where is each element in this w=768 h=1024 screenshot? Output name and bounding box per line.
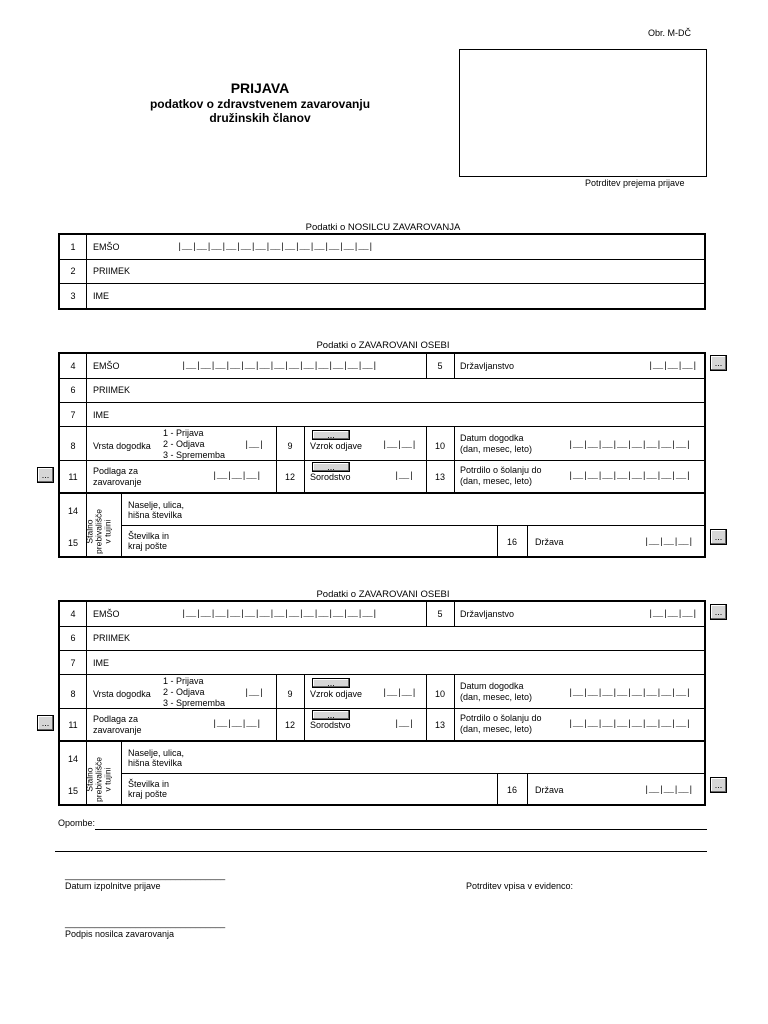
event-option-3: 3 - Sprememba (163, 450, 226, 460)
holder-section-title: Podatki o NOSILCU ZAVAROVANJA (305, 222, 461, 233)
row-number: 2 (70, 266, 76, 276)
country-input[interactable]: |__|__|__| (644, 537, 694, 547)
vertical-label-line: Stalno (84, 767, 95, 792)
post-label-2: kraj pošte (128, 789, 168, 799)
insurance-basis-input[interactable]: |__|__|__| (212, 719, 262, 729)
insurance-basis-label: Podlaga za (93, 466, 139, 476)
row-number: 10 (434, 441, 445, 451)
relationship-input[interactable]: |__| (394, 471, 414, 481)
address-label-2: hišna številka (128, 510, 183, 520)
row-number: 4 (70, 609, 76, 619)
vertical-label-line: Stalno (84, 519, 95, 544)
country-lookup-button[interactable]: ... (710, 777, 727, 793)
date-signature-line[interactable]: ________________________________ (65, 870, 226, 880)
school-certificate-format: (dan, mesec, leto) (460, 476, 533, 486)
remarks-line[interactable] (55, 851, 707, 852)
name-label: IME (93, 291, 110, 301)
form-code: Obr. M-DČ (648, 28, 692, 38)
holder-table (58, 233, 706, 310)
name-label: IME (93, 658, 110, 668)
receipt-stamp-box (459, 49, 707, 177)
row-number: 13 (434, 472, 445, 482)
relationship-lookup-button[interactable]: ... (312, 710, 350, 720)
row-number: 6 (70, 633, 76, 643)
remarks-line[interactable] (95, 829, 707, 830)
emso-input[interactable]: |__|__|__|__|__|__|__|__|__|__|__|__|__| (177, 242, 374, 252)
surname-label: PRIIMEK (93, 633, 131, 643)
event-type-label: Vrsta dogodka (93, 441, 151, 451)
row-number: 10 (434, 689, 445, 699)
surname-label: PRIIMEK (93, 266, 131, 276)
form-subtitle-1: podatkov o zdravstvenem zavarovanju (149, 97, 371, 111)
insured-section-title: Podatki o ZAVAROVANI OSEBI (316, 589, 450, 600)
row-number: 8 (70, 441, 76, 451)
row-number: 7 (70, 410, 76, 420)
emso-input[interactable]: |__|__|__|__|__|__|__|__|__|__|__|__|__| (181, 361, 378, 371)
country-label: Država (535, 785, 564, 795)
citizenship-input[interactable]: |__|__|__| (648, 361, 698, 371)
insurance-basis-lookup-button[interactable]: ... (37, 715, 54, 731)
school-certificate-label: Potrdilo o šolanju do (460, 465, 542, 475)
row-number: 14 (67, 754, 78, 764)
event-type-input[interactable]: |__| (244, 688, 264, 698)
address-label: Naselje, ulica, (128, 500, 185, 510)
emso-input[interactable]: |__|__|__|__|__|__|__|__|__|__|__|__|__| (181, 609, 378, 619)
event-date-input[interactable]: |__|__|__|__|__|__|__|__| (568, 440, 691, 450)
emso-label: EMŠO (93, 361, 120, 371)
post-label-2: kraj pošte (128, 541, 168, 551)
school-certificate-format: (dan, mesec, leto) (460, 724, 533, 734)
row-number: 7 (70, 658, 76, 668)
cancel-reason-label: Vzrok odjave (310, 689, 363, 699)
cancel-reason-label: Vzrok odjave (310, 441, 363, 451)
citizenship-lookup-button[interactable]: ... (710, 355, 727, 371)
row-number: 14 (67, 506, 78, 516)
signature-label: Podpis nosilca zavarovanja (65, 929, 175, 939)
row-number: 5 (437, 609, 443, 619)
row-number: 15 (67, 538, 78, 548)
row-number: 16 (506, 785, 517, 795)
foreign-residence-table (58, 740, 706, 806)
vertical-label-line: prebivališče (93, 509, 104, 554)
row-number: 16 (506, 537, 517, 547)
form-title: PRIJAVA (230, 80, 290, 96)
post-label: Številka in (128, 531, 170, 541)
event-option-2: 2 - Odjava (163, 687, 205, 697)
row-number: 12 (284, 720, 295, 730)
school-certificate-label: Potrdilo o šolanju do (460, 713, 542, 723)
emso-label: EMŠO (93, 242, 120, 252)
row-number: 6 (70, 385, 76, 395)
date-label: Datum izpolnitve prijave (65, 881, 161, 891)
row-number: 5 (437, 361, 443, 371)
insured-table (58, 600, 706, 742)
country-label: Država (535, 537, 564, 547)
cancel-reason-input[interactable]: |__|__| (382, 440, 417, 450)
citizenship-input[interactable]: |__|__|__| (648, 609, 698, 619)
row-number: 4 (70, 361, 76, 371)
row-number: 9 (287, 441, 293, 451)
relationship-lookup-button[interactable]: ... (312, 462, 350, 472)
insurance-basis-label-2: zavarovanje (93, 725, 142, 735)
confirmation-label: Potrditev vpisa v evidenco: (466, 881, 574, 891)
foreign-residence-label (86, 501, 113, 563)
emso-label: EMŠO (93, 609, 120, 619)
school-certificate-input[interactable]: |__|__|__|__|__|__|__|__| (568, 471, 691, 481)
citizenship-lookup-button[interactable]: ... (710, 604, 727, 620)
event-date-format: (dan, mesec, leto) (460, 692, 533, 702)
address-label: Naselje, ulica, (128, 748, 185, 758)
foreign-residence-table (58, 492, 706, 558)
insurance-basis-label-2: zavarovanje (93, 477, 142, 487)
event-option-2: 2 - Odjava (163, 439, 205, 449)
relationship-input[interactable]: |__| (394, 719, 414, 729)
school-certificate-input[interactable]: |__|__|__|__|__|__|__|__| (568, 719, 691, 729)
event-date-input[interactable]: |__|__|__|__|__|__|__|__| (568, 688, 691, 698)
row-number: 13 (434, 720, 445, 730)
remarks-label: Opombe: (58, 818, 96, 828)
event-date-format: (dan, mesec, leto) (460, 444, 533, 454)
name-label: IME (93, 410, 110, 420)
event-option-1: 1 - Prijava (163, 428, 204, 438)
foreign-residence-label (86, 749, 113, 811)
citizenship-label: Državljanstvo (460, 609, 515, 619)
insured-table (58, 352, 706, 494)
row-number: 12 (284, 472, 295, 482)
receipt-label: Potrditev prejema prijave (585, 178, 685, 188)
vertical-label-line: v tujini (102, 519, 113, 544)
cancel-reason-input[interactable]: |__|__| (382, 688, 417, 698)
event-type-label: Vrsta dogodka (93, 689, 151, 699)
country-lookup-button[interactable]: ... (710, 529, 727, 545)
row-number: 11 (68, 720, 78, 730)
surname-label: PRIIMEK (93, 385, 131, 395)
event-date-label: Datum dogodka (460, 681, 524, 691)
post-label: Številka in (128, 779, 170, 789)
form-subtitle-2: družinskih članov (209, 111, 311, 125)
insurance-basis-label: Podlaga za (93, 714, 139, 724)
address-label-2: hišna številka (128, 758, 183, 768)
insured-section-title: Podatki o ZAVAROVANI OSEBI (316, 340, 450, 351)
row-number: 3 (70, 291, 76, 301)
row-number: 1 (70, 242, 76, 252)
insurance-basis-input[interactable]: |__|__|__| (212, 471, 262, 481)
row-number: 11 (68, 472, 78, 482)
row-number: 8 (70, 689, 76, 699)
row-number: 15 (67, 786, 78, 796)
insurance-basis-lookup-button[interactable]: ... (37, 467, 54, 483)
relationship-label: Sorodstvo (310, 720, 351, 730)
relationship-label: Sorodstvo (310, 472, 351, 482)
vertical-label-line: prebivališče (93, 757, 104, 802)
citizenship-label: Državljanstvo (460, 361, 515, 371)
cancel-reason-lookup-button[interactable]: ... (312, 678, 350, 688)
signature-line[interactable]: ________________________________ (65, 918, 226, 928)
event-option-1: 1 - Prijava (163, 676, 204, 686)
event-date-label: Datum dogodka (460, 433, 524, 443)
event-type-input[interactable]: |__| (244, 440, 264, 450)
country-input[interactable]: |__|__|__| (644, 785, 694, 795)
row-number: 9 (287, 689, 293, 699)
vertical-label-line: v tujini (102, 767, 113, 792)
cancel-reason-lookup-button[interactable]: ... (312, 430, 350, 440)
event-option-3: 3 - Sprememba (163, 698, 226, 708)
